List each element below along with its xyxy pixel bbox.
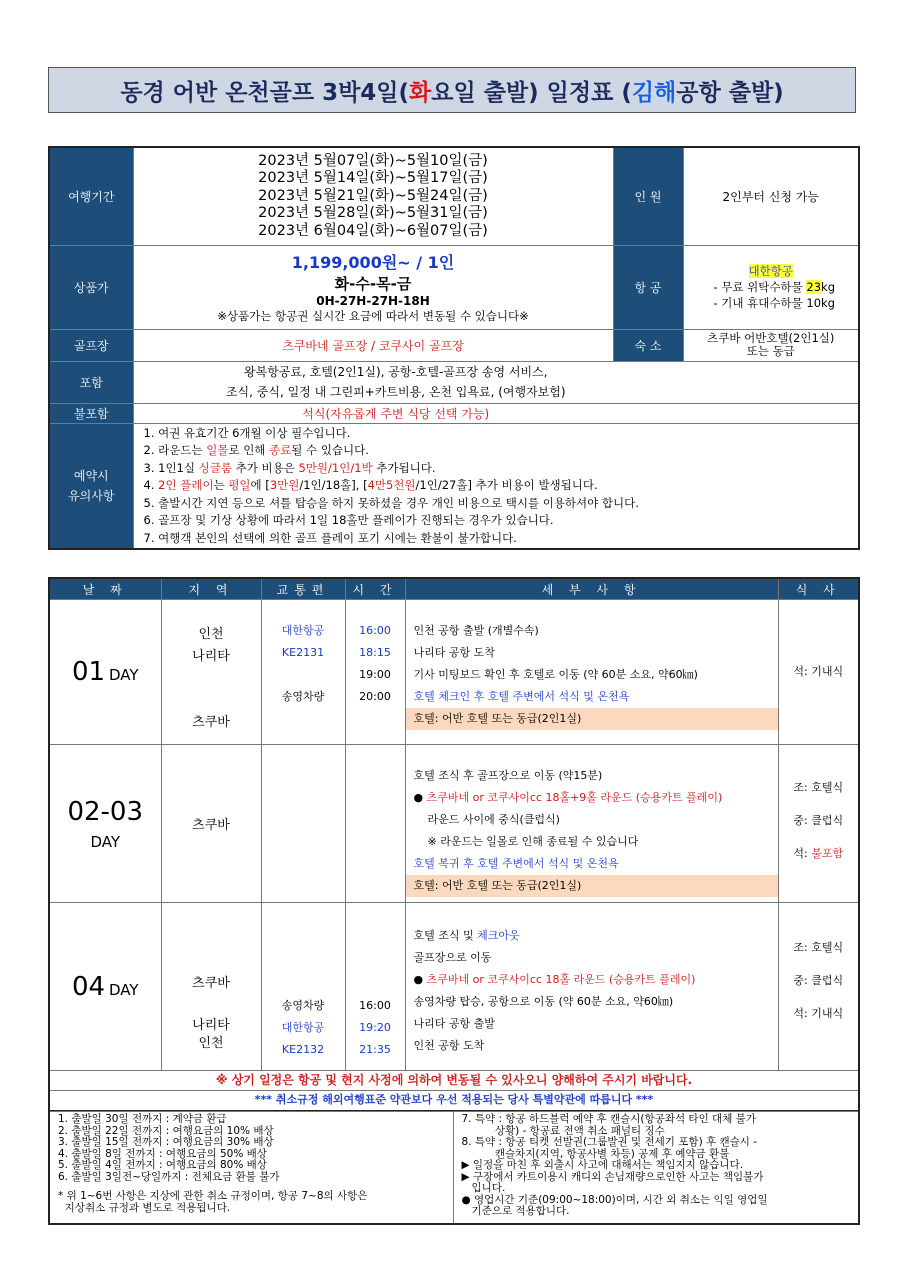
day1-time: 16:00 18:15 19:00 20:00 <box>345 600 405 745</box>
day2-date: 02-03 DAY <box>49 745 161 903</box>
day4-meals: 조: 호텔식 중: 클럽식 석: 기내식 <box>778 903 859 1071</box>
header-region: 지 역 <box>161 578 261 600</box>
day1-hotel: 호텔: 어반 호텔 또는 동급(2인1실) <box>406 708 778 730</box>
day4-details: 호텔 조식 및 체크아웃 골프장으로 이동 ● 츠쿠바네 or 코쿠사이cc 18홀 라운드 (승용카트 플레이) 송영차량 탑승, 공항으로 이동 (약 60분 소요, 약60㎞) 나리타 공항 출발 인천 공항 도착 <box>405 903 778 1071</box>
header-meals: 식 사 <box>778 578 859 600</box>
day4-transport: 송영차량 대한항공 KE2132 <box>261 903 345 1071</box>
exclude-label: 불포함 <box>49 403 133 423</box>
airline: 대한항공 <box>748 264 793 278</box>
header-date: 날 짜 <box>49 578 161 600</box>
include-label: 포함 <box>49 361 133 403</box>
notice-change: ※ 상기 일정은 항공 및 현지 사정에 의하여 변동될 수 있사오니 양해하여 주시기 바랍니다. <box>49 1071 859 1091</box>
day1-meals: 석: 기내식 <box>778 600 859 745</box>
day2-details: 호텔 조식 후 골프장으로 이동 (약15분) ● 츠쿠바네 or 코쿠사이cc 18홀+9홀 라운드 (승용카트 플레이) 라운드 사이에 중식(클럽식) ※ 라운드는 일몰로 인해 종료될 수 있습니다 호텔 복귀 후 호텔 주변에서 석식 및 온천욕 호텔: 어반 호텔 또는 동급(2인1실) <box>405 745 778 903</box>
baggage-checked: - 무료 위탁수하물 23kg <box>713 280 835 294</box>
note-1: 1. 여권 유효기간 6개월 이상 필수입니다. <box>143 425 351 440</box>
notes-label: 예약시 유의사항 <box>49 423 133 549</box>
page-title: 동경 어반 온천골프 3박4일( 화 요일 출발) 일정표 ( 김해 공항 출발) <box>48 67 856 113</box>
day1-transport: 대한항공 KE2131 송영차량 <box>261 600 345 745</box>
day4-date: 04 DAY <box>49 903 161 1071</box>
note-5: 5. 출발시간 지연 등으로 셔틀 탑승을 하지 못하셨을 경우 개인 비용으로 택시를 이용하셔야 합니다. <box>143 495 639 510</box>
day2-region: 츠쿠바 <box>161 745 261 903</box>
day1-date: 01 DAY <box>49 600 161 745</box>
period-label: 여행기간 <box>49 147 133 245</box>
header-details: 세 부 사 항 <box>405 578 778 600</box>
note-4: 4. 2인 플레이는 평일에 [3만원/1인/18홀], [4만5천원/1인/27홀] 추가 비용이 발생됩니다. <box>143 478 598 492</box>
price-days: 화-수-목-금 <box>334 275 412 293</box>
air-cell <box>683 245 859 329</box>
info-table <box>48 146 860 550</box>
people-value: 2인부터 신청 가능 <box>683 147 859 245</box>
day2-transport <box>261 745 345 903</box>
day2-meals: 조: 호텔식 중: 클럽식 석: 불포함 <box>778 745 859 903</box>
price-value: 1,199,000원~ / 1인 <box>291 253 455 272</box>
golf-label: 골프장 <box>49 329 133 361</box>
cancel-left: 1. 출발일 30일 전까지 : 계약금 환급 2. 출발일 22일 전까지 : 여행요금의 10% 배상 3. 출발일 15일 전까지 : 여행요금의 30% 배상 4. 출발일 8일 전까지 : 여행요금의 50% 배상 5. 출발일 4일 전까지 : 여행요금의 80% 배상 6. 출발일 3일전~당일까지 : 전체요금 환불 불가 * 위 1~6번 사항은 지상에 관한 취소 규정이며, 항공 7~8의 사항은 지상취소 규정과 별도로 적용됩니다. <box>49 1112 453 1224</box>
day4-time: 16:00 19:20 21:35 <box>345 903 405 1071</box>
cancel-policy <box>48 1111 860 1225</box>
exclude-value: 석식(자유롭게 주변 식당 선택 가능) <box>133 403 859 423</box>
golf-value: 츠쿠바네 골프장 / 코쿠사이 골프장 <box>133 329 613 361</box>
day1-details: 인천 공항 출발 (개별수속) 나리타 공항 도착 기사 미팅보드 확인 후 호텔로 이동 (약 60분 소요, 약60㎞) 호텔 체크인 후 호텔 주변에서 석식 및 온천욕 호텔: 어반 호텔 또는 동급(2인1실) <box>405 600 778 745</box>
day2-time <box>345 745 405 903</box>
cancel-right: 7. 특약 : 항공 하드블럭 예약 후 캔슬시(항공좌석 타인 대체 불가 상황) - 항공료 전액 취소 패널티 징수 8. 특약 : 항공 티켓 선발권(그룹발권 및 전세기 포함) 후 캔슬시 - 캔슬차지(지역, 항공사별 차등) 공제 후 예약금 환불 ▶ 일정을 마친 후 외출시 사고에 대해서는 책임지지 않습니다. ▶ 구장에서 카트이용시 캐디외 손님재량으로인한 사고는 책임불가 입니다. ● 영업시간 기준(09:00~18:00)이며, 시간 외 취소는 익일 영업일 기준으로 적용합니다. <box>453 1112 859 1224</box>
note-3: 3. 1인1실 싱글룸 추가 비용은 5만원/1인/1박 추가됩니다. <box>143 460 436 475</box>
price-cell <box>133 245 613 329</box>
notice-cancel-policy: *** 취소규정 해외여행표준 약관보다 우선 적용되는 당사 특별약관에 따릅니다 *** <box>49 1091 859 1111</box>
schedule-table <box>48 577 860 1112</box>
day2-hotel: 호텔: 어반 호텔 또는 동급(2인1실) <box>406 875 778 897</box>
air-label: 항 공 <box>613 245 683 329</box>
header-transport: 교통편 <box>261 578 345 600</box>
baggage-carry: - 기내 휴대수하물 10kg <box>713 296 835 310</box>
header-time: 시 간 <box>345 578 405 600</box>
day4-region: 츠쿠바 나리타 인천 <box>161 903 261 1071</box>
include-value: 왕복항공료, 호텔(2인1실), 공항-호텔-골프장 송영 서비스, 조식, 중식, 일정 내 그린피+카트비용, 온천 입욕료, (여행자보험) <box>133 361 859 403</box>
note-2: 2. 라운드는 일몰로 인해 종료될 수 있습니다. <box>143 443 369 457</box>
people-label: 인 원 <box>613 147 683 245</box>
price-note: ※상품가는 항공권 실시간 요금에 따라서 변동될 수 있습니다※ <box>217 309 529 323</box>
note-6: 6. 골프장 및 기상 상황에 따라서 1일 18홀만 플레이가 진행되는 경우가 있습니다. <box>143 513 554 527</box>
period-list: 2023년 5월07일(화)~5월10일(금) 2023년 5월14일(화)~5월17일(금) 2023년 5월21일(화)~5월24일(금) 2023년 5월28일(화)~5월31일(금) 2023년 6월04일(화)~6월07일(금) <box>133 147 613 245</box>
price-label: 상품가 <box>49 245 133 329</box>
hotel-value: 츠쿠바 어반호텔(2인1실) 또는 동급 <box>683 329 859 361</box>
price-hours: 0H-27H-27H-18H <box>316 294 430 308</box>
hotel-label: 숙 소 <box>613 329 683 361</box>
notes-list <box>133 423 859 549</box>
note-7: 7. 여행객 본인의 선택에 의한 골프 플레이 포기 시에는 환불이 불가합니다. <box>143 530 517 545</box>
day1-region: 인천 나리타 츠쿠바 <box>161 600 261 745</box>
